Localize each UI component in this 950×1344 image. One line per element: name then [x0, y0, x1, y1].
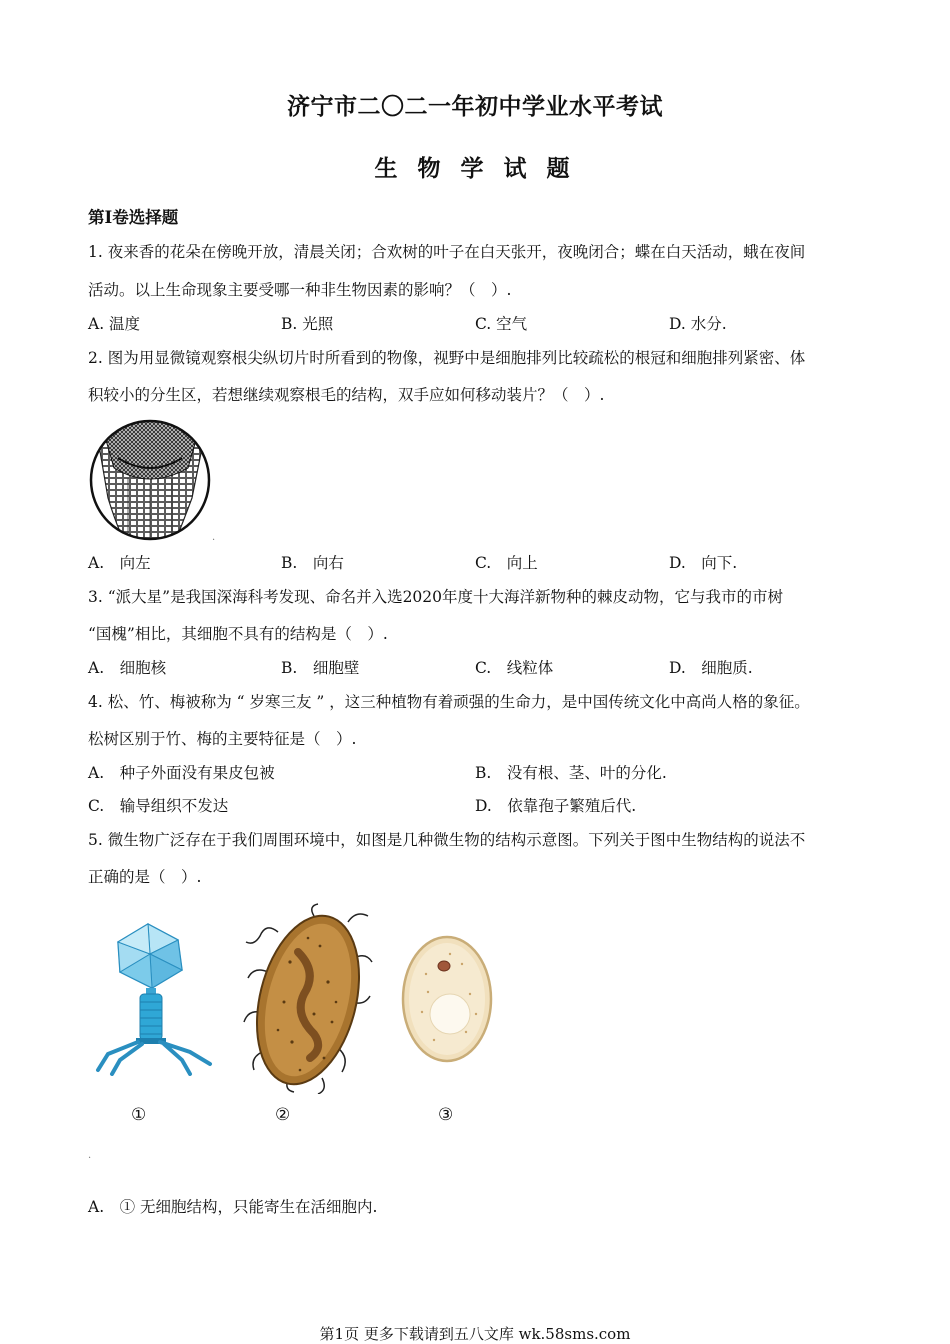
q5-option-a: A. ① 无细胞结构，只能寄生在活细胞内. — [88, 1198, 378, 1216]
q5-stem-line1: 5. 微生物广泛存在于我们周围环境中，如图是几种微生物的结构示意图。下列关于图中生物结构的说法不 — [88, 831, 806, 849]
section-heading: 第Ⅰ卷选择题 — [88, 208, 179, 227]
q2-stem-line1: 2. 图为用显微镜观察根尖纵切片时所看到的物像，视野中是细胞排列比较疏松的根冠和细胞排列紧密、体 — [88, 349, 806, 367]
q1-option-c: C. 空气 — [475, 315, 528, 333]
q2-option-c: C. 向上 — [475, 554, 538, 572]
figure-label-2: ② — [275, 1105, 291, 1125]
q2-option-a: A. 向左 — [88, 554, 151, 572]
q5-stem-line2: 正确的是（ ）. — [88, 868, 202, 886]
q2-stem-line2: 积较小的分生区，若想继续观察根毛的结构，双手应如何移动装片？（ ）. — [88, 386, 605, 404]
q2-option-d: D. 向下. — [669, 554, 738, 572]
q1-stem-line1: 1. 夜来香的花朵在傍晚开放，清晨关闭；合欢树的叶子在白天张开，夜晚闭合；蝶在白天活动，蛾在夜间 — [88, 243, 806, 261]
figure-mark: . — [88, 1150, 92, 1161]
q1-option-b: B. 光照 — [281, 315, 334, 333]
bacterium-illustration — [238, 902, 376, 1094]
q3-stem-line2: “国槐”相比，其细胞不具有的结构是（ ）. — [88, 625, 388, 643]
q4-option-b: B. 没有根、茎、叶的分化. — [475, 764, 667, 782]
figure-label-1: ① — [131, 1105, 147, 1125]
exam-title: 济宁市二〇二一年初中学业水平考试 — [287, 93, 663, 120]
yeast-cell-illustration — [400, 934, 494, 1064]
q3-option-b: B. 细胞壁 — [281, 659, 360, 677]
q1-option-a: A. 温度 — [88, 315, 141, 333]
q4-stem-line2: 松树区别于竹、梅的主要特征是（ ）. — [88, 730, 357, 748]
q4-option-a: A. 种子外面没有果皮包被 — [88, 764, 275, 782]
q4-stem-line1: 4. 松、竹、梅被称为 “ 岁寒三友 ” ，这三种植物有着顽强的生命力，是中国传统文化中高尚人格的象征。 — [88, 693, 810, 711]
q1-option-d: D. 水分. — [669, 315, 727, 333]
q1-stem-line2: 活动。以上生命现象主要受哪一种非生物因素的影响？（ ）. — [88, 281, 512, 299]
q3-stem-line1: 3. “派大星”是我国深海科考发现、命名并入选2020年度十大海洋新物种的棘皮动物，它与我市的市树 — [88, 588, 784, 606]
q4-option-d: D. 依靠孢子繁殖后代. — [475, 797, 637, 815]
q3-option-a: A. 细胞核 — [88, 659, 167, 677]
q2-option-b: B. 向右 — [281, 554, 344, 572]
q4-option-c: C. 输导组织不发达 — [88, 797, 229, 815]
root-tip-micrograph — [88, 418, 214, 544]
figure-label-3: ③ — [438, 1105, 454, 1125]
page-footer: 第1页 更多下载请到五八文库 wk.58sms.com — [319, 1325, 631, 1343]
q3-option-c: C. 线粒体 — [475, 659, 554, 677]
figure-mark: . — [212, 532, 216, 543]
bacteriophage-illustration — [90, 920, 216, 1076]
q3-option-d: D. 细胞质. — [669, 659, 753, 677]
exam-subtitle: 生 物 学 试 题 — [374, 155, 576, 182]
